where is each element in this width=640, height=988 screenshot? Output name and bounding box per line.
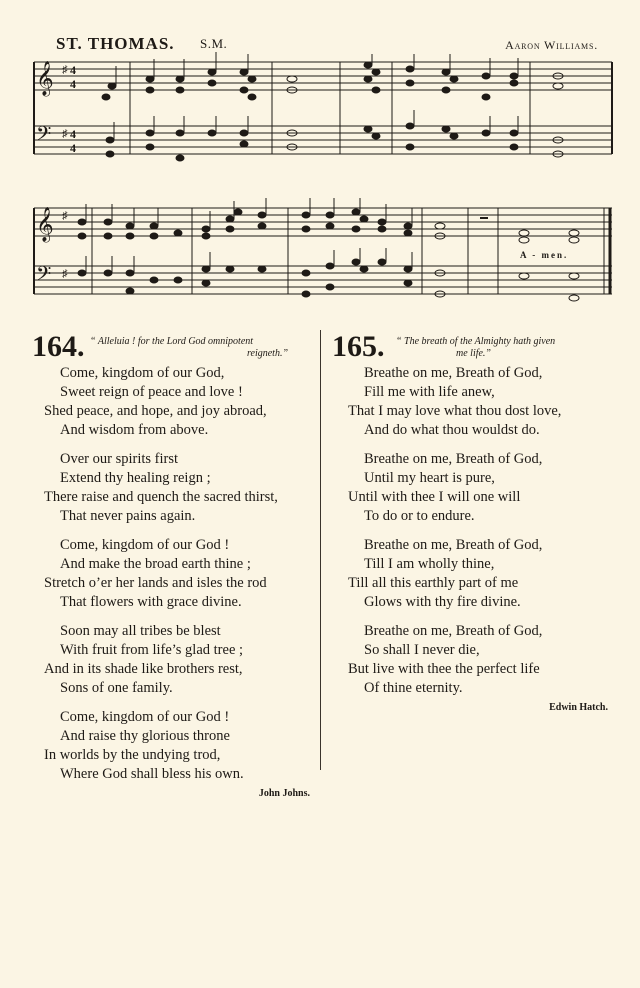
- verse-line: With fruit from life’s glad tree ;: [60, 642, 244, 658]
- verse-line: That flowers with grace divine.: [60, 594, 242, 610]
- verse-line: Sweet reign of peace and love !: [60, 384, 243, 400]
- verse-line: Come, kingdom of our God !: [60, 709, 230, 725]
- stanza: [28, 450, 318, 526]
- verse-line: In worlds by the undying trod,: [44, 747, 221, 763]
- amen-label: A - men.: [520, 250, 569, 260]
- verse-line: Till I am wholly thine,: [364, 556, 495, 572]
- stanza: [28, 364, 318, 440]
- verse-line: Come, kingdom of our God !: [60, 537, 230, 553]
- svg-text:♯: ♯: [62, 268, 68, 280]
- svg-text:4: 4: [70, 77, 76, 91]
- stanza: [332, 450, 622, 526]
- verse-line: Breathe on me, Breath of God,: [364, 623, 543, 639]
- svg-text:♯: ♯: [62, 128, 68, 140]
- verse-line: And in its shade like brothers rest,: [44, 661, 243, 677]
- verse-line: And make the broad earth thine ;: [60, 556, 251, 572]
- column-divider: [320, 330, 321, 770]
- tune-composer: Aaron Williams.: [505, 38, 598, 52]
- verse-line: Until my heart is pure,: [364, 470, 495, 486]
- tune-name: ST. THOMAS.: [56, 34, 175, 53]
- verse-line: To do or to endure.: [364, 508, 475, 524]
- music-score-1: [0, 52, 640, 172]
- tune-header: [0, 34, 640, 54]
- epigraph-line-2: reigneth.”: [246, 348, 288, 359]
- verse-line: Until with thee I will one will: [348, 489, 521, 505]
- verse-line: There raise and quench the sacred thirst,: [44, 489, 278, 505]
- svg-text:𝄢: 𝄢: [36, 262, 52, 290]
- verse-line: Till all this earthly part of me: [348, 575, 519, 591]
- epigraph-line-1: “ Alleluia ! for the Lord God omnipotent: [90, 336, 254, 347]
- epigraph-line-2: me life.”: [456, 348, 491, 359]
- music-score-2: [0, 196, 640, 308]
- stanza: [332, 364, 622, 440]
- verse-line: Fill me with life anew,: [364, 384, 495, 400]
- verse-line: Sons of one family.: [60, 680, 173, 696]
- verse-line: So shall I never die,: [364, 642, 480, 658]
- verse-line: And raise thy glorious throne: [60, 728, 230, 744]
- scripture-epigraph: [396, 336, 624, 360]
- svg-text:♯: ♯: [62, 210, 68, 222]
- music-system-1: [0, 52, 640, 172]
- hymn-number: 165.: [332, 330, 385, 363]
- stanza: [28, 536, 318, 612]
- verse-line: Shed peace, and hope, and joy abroad,: [44, 403, 267, 419]
- verse-line: And do what thou wouldst do.: [364, 422, 540, 438]
- verse-line: That never pains again.: [60, 508, 196, 524]
- verse-line: Breathe on me, Breath of God,: [364, 451, 543, 467]
- epigraph-line-1: “ The breath of the Almighty hath given: [396, 336, 556, 347]
- stanza: [332, 536, 622, 612]
- tune-meter: S.M.: [200, 36, 228, 51]
- hymn-author: Edwin Hatch.: [549, 702, 608, 713]
- verse-line: Stretch o’er her lands and isles the rod: [44, 575, 267, 591]
- stanza: [332, 622, 622, 713]
- verse-line: That I may love what thou dost love,: [348, 403, 562, 419]
- verse-line: Come, kingdom of our God,: [60, 365, 225, 381]
- verse-line: Extend thy healing reign ;: [60, 470, 211, 486]
- svg-text:𝄢: 𝄢: [36, 122, 52, 150]
- verse-line: Of thine eternity.: [364, 680, 463, 696]
- svg-text:4: 4: [70, 127, 76, 141]
- stanza: [28, 622, 318, 698]
- svg-text:♯: ♯: [62, 64, 68, 76]
- hymn-author: John Johns.: [258, 788, 310, 799]
- verse-line: And wisdom from above.: [60, 422, 209, 438]
- stanzas: [28, 364, 318, 809]
- svg-text:4: 4: [70, 63, 76, 77]
- verse-line: Over our spirits first: [60, 451, 178, 467]
- music-system-2: [0, 196, 640, 308]
- verse-line: Glows with thy fire divine.: [364, 594, 521, 610]
- verse-line: Soon may all tribes be blest: [60, 623, 221, 639]
- scripture-epigraph: [90, 336, 318, 360]
- verse-line: Breathe on me, Breath of God,: [364, 537, 543, 553]
- stanza: [28, 708, 318, 799]
- svg-text:𝄞: 𝄞: [36, 207, 54, 242]
- stanzas: [332, 364, 622, 723]
- hymn-number: 164.: [32, 330, 85, 363]
- verse-line: Breathe on me, Breath of God,: [364, 365, 543, 381]
- verse-line: But live with thee the perfect life: [348, 661, 540, 677]
- verse-line: Where God shall bless his own.: [60, 766, 244, 782]
- svg-text:4: 4: [70, 141, 76, 155]
- svg-text:𝄞: 𝄞: [36, 61, 54, 96]
